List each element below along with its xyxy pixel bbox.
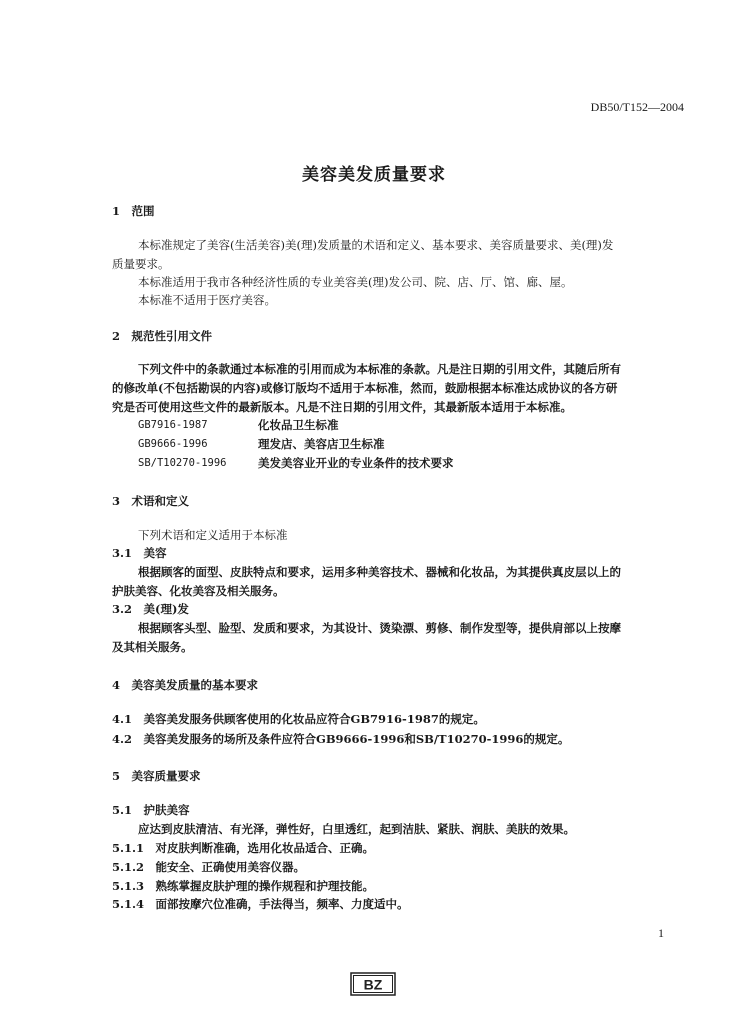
ref-title: 化妆品卫生标准 [258, 418, 339, 432]
section-3-intro: 下列术语和定义适用于本标准 [138, 528, 288, 542]
section-1-para-1-line-2: 质量要求。 [112, 257, 170, 271]
section-1-para-3: 本标准不适用于医疗美容。 [138, 293, 276, 307]
ref-title: 美发美容业开业的专业条件的技术要求 [258, 456, 454, 470]
section-2-para-line-3: 究是否可使用这些文件的最新版本。凡是不注日期的引用文件，其最新版本适用于本标准。 [112, 400, 572, 414]
subsection-5-1-intro: 应达到皮肤清洁、有光泽，弹性好，白里透红，起到洁肤、紧肤、润肤、美肤的效果。 [138, 822, 575, 836]
section-1-para-1-line-1: 本标准规定了美容(生活美容)美(理)发质量的术语和定义、基本要求、美容质量要求、美(理)发 [138, 238, 614, 252]
ref-title: 理发店、美容店卫生标准 [258, 437, 385, 451]
section-4-item-2: 4.2 美容美发服务的场所及条件应符合GB9666-1996和SB/T10270-1996的规定。 [112, 732, 570, 746]
document-title: 美容美发质量要求 [302, 165, 446, 185]
logo-text: BZ [363, 976, 383, 993]
ref-code: GB7916-1987 [138, 419, 208, 431]
list-item: 5.1.3 熟练掌握皮肤护理的操作规程和护理技能。 [112, 879, 375, 893]
list-item: 5.1.2 能安全、正确使用美容仪器。 [112, 860, 306, 874]
section-4-heading: 4 美容美发质量的基本要求 [112, 678, 259, 692]
ref-code: GB9666-1996 [138, 438, 208, 450]
section-4-item-1: 4.1 美容美发服务供顾客使用的化妆品应符合GB7916-1987的规定。 [112, 712, 485, 726]
section-3-heading: 3 术语和定义 [112, 494, 190, 508]
subsection-5-1-heading: 5.1 护肤美容 [112, 803, 190, 817]
section-2-para-line-1: 下列文件中的条款通过本标准的引用而成为本标准的条款。凡是注日期的引用文件，其随后所有 [138, 362, 621, 376]
section-1-para-2: 本标准适用于我市各种经济性质的专业美容美(理)发公司、院、店、厅、馆、廊、屋。 [138, 275, 573, 289]
section-2-heading: 2 规范性引用文件 [112, 329, 213, 343]
page-number: 1 [658, 926, 664, 940]
section-2-para-line-2: 的修改单(不包括勘误的内容)或修订版均不适用于本标准，然而，鼓励根据本标准达成协议的各方研 [112, 381, 618, 395]
ref-code: SB/T10270-1996 [138, 457, 227, 469]
section-5-heading: 5 美容质量要求 [112, 769, 201, 783]
term-3-1-heading: 3.1 美容 [112, 546, 167, 560]
term-3-2-line-1: 根据顾客头型、脸型、发质和要求，为其设计、烫染漂、剪修、制作发型等，提供肩部以上按摩 [138, 621, 621, 635]
list-item: 5.1.1 对皮肤判断准确，选用化妆品适合、正确。 [112, 841, 375, 855]
term-3-2-line-2: 及其相关服务。 [112, 640, 193, 654]
bz-logo [350, 972, 396, 996]
term-3-1-line-1: 根据顾客的面型、皮肤特点和要求，运用多种美容技术、器械和化妆品，为其提供真皮层以上的 [138, 565, 621, 579]
term-3-2-heading: 3.2 美(理)发 [112, 602, 189, 616]
standard-code: DB50/T152—2004 [590, 100, 684, 114]
section-1-heading: 1 范围 [112, 204, 155, 218]
list-item: 5.1.4 面部按摩穴位准确，手法得当，频率、力度适中。 [112, 897, 409, 911]
term-3-1-line-2: 护肤美容、化妆美容及相关服务。 [112, 584, 285, 598]
